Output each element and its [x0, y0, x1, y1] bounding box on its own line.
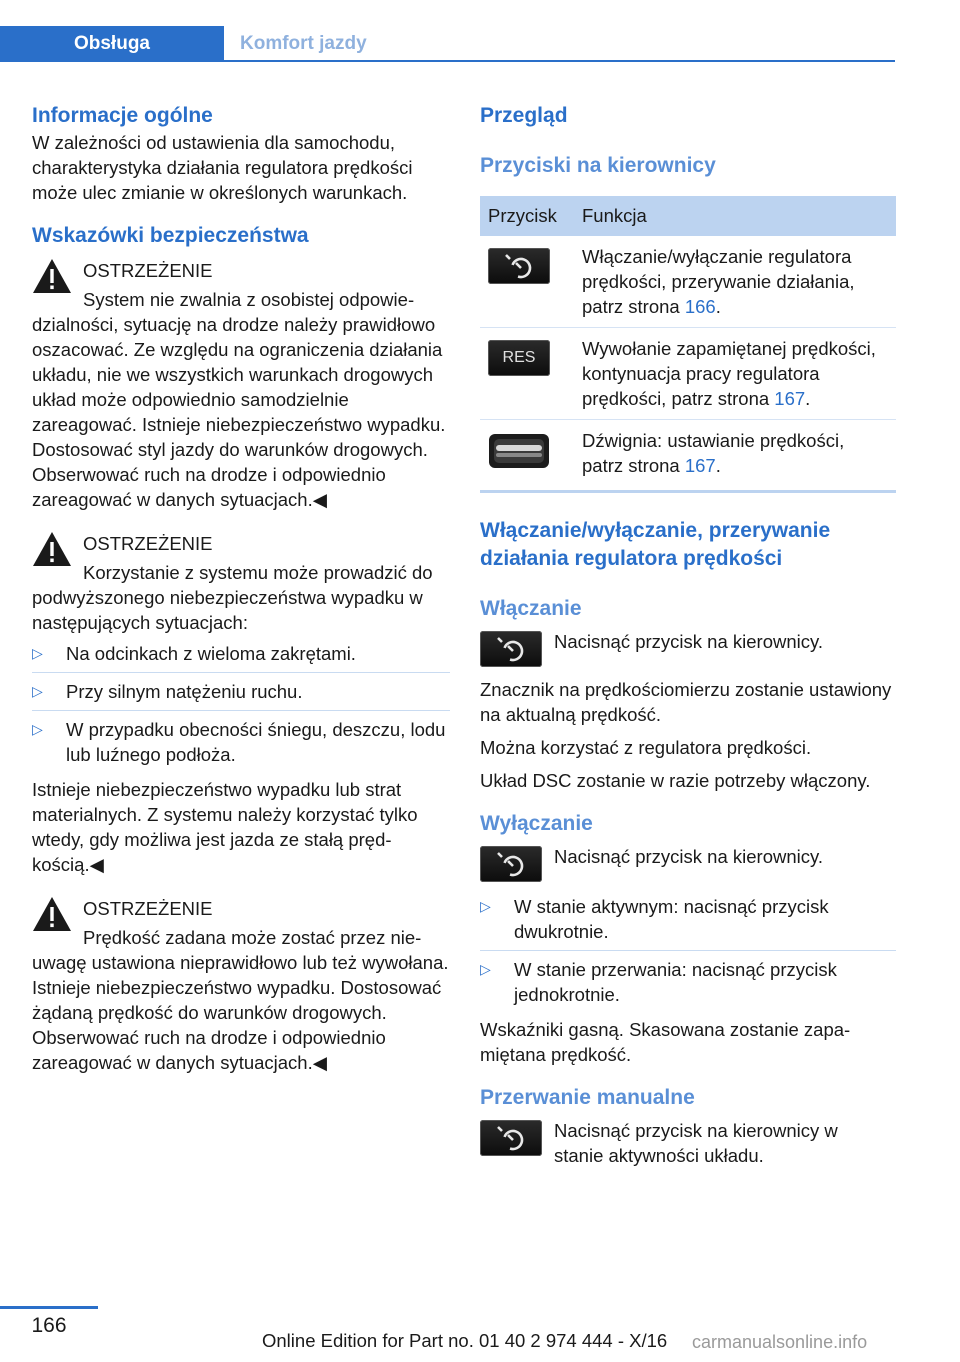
cruise-control-button-icon [480, 1120, 542, 1156]
steering-buttons-heading: Przyciski na kierownicy [480, 154, 716, 177]
buttons-table [480, 196, 896, 493]
switch-off-text: Wskaźniki gasną. Skasowana zostanie zapamiętana prędkość. [480, 1019, 851, 1065]
safety-heading: Wskazówki bezpieczeństwa [32, 224, 309, 247]
switch-on-text-2: Można korzystać z regulatora prędkości. [480, 737, 812, 758]
switch-on-text-3: Układ DSC zostanie w razie potrzeby włączony. [480, 770, 871, 791]
switch-on-text-1: Znacznik na prędkościomierzu zostanie ustawiony na aktualną prędkość. [480, 679, 892, 725]
left-column [32, 102, 450, 1075]
triangle-bullet-icon: ▷ [480, 898, 491, 914]
warning-title: OSTRZEŻENIE [83, 533, 213, 554]
warning-triangle-icon [32, 531, 72, 567]
cruise-control-button-icon [488, 248, 550, 284]
cruise-control-button-icon [480, 631, 542, 667]
switch-on-heading: Włączanie [480, 597, 582, 620]
list-item: ▷ W przypadku obecności śniegu, deszczu, lodu lub luźnego podłoża. [32, 719, 446, 765]
warning-block-3 [32, 896, 450, 921]
column-header-button: Przycisk [480, 196, 574, 236]
list-item: ▷ W stanie przerwania: nacisnąć przycisk jednokrotnie. [480, 959, 837, 1005]
page-number: 166 [31, 1314, 67, 1337]
page-link[interactable]: 166 [684, 296, 716, 317]
page-link[interactable]: 167 [684, 455, 716, 476]
switch-off-instruction: Nacisnąć przycisk na kierownicy. [480, 844, 896, 884]
list-item: ▷ Przy silnym natężeniu ruchu. [32, 673, 450, 711]
warning-2-list [32, 641, 450, 771]
warning-2-after-text: Istnieje niebezpieczeństwo wypadku lub strat materialnych. Z systemu należy korzystać tylko wtedy, gdy możliwa jest jazda ze stałą prędkością.◀ [32, 779, 418, 875]
list-item: ▷ Na odcinkach z wieloma zakrętami. [32, 641, 450, 673]
cruise-control-button-icon [480, 846, 542, 882]
triangle-bullet-icon: ▷ [32, 683, 43, 699]
rocker-lever-icon [488, 432, 550, 470]
warning-title: OSTRZEŻENIE [83, 260, 213, 281]
edition-text: Online Edition for Part no. 01 40 2 974 444 - X/16 [262, 1330, 668, 1351]
warning-triangle-icon [32, 896, 72, 932]
overview-heading: Przegląd [480, 104, 568, 127]
switch-off-list [480, 894, 896, 1011]
on-off-heading: Włączanie/wyłączanie, przerywanie działania regulatora prędkości [480, 519, 831, 570]
warning-text-1: System nie zwalnia z osobistej odpowiedzialności, sytuację na drodze należy prawidłowo oszacować. Ze względu na ograniczenia działania układu, nie we wszystkich warunkach drogowych układ może odpowiednio samodzielnie zareagować. Istnieje niebezpieczeństwo wypadku. Dostosować styl jazdy do warunków drogowych. Obserwować ruch na drodze i odpowiednio zareagować w danych sytuacjach.◀ [32, 289, 446, 510]
warning-triangle-icon [32, 258, 72, 294]
table-row: RES Wywołanie zapamiętanej prędkości, kontynuacja pracy regulatora prędkości, patrz strona 167. [480, 328, 896, 420]
warning-block-1 [32, 258, 450, 283]
triangle-bullet-icon: ▷ [32, 645, 43, 661]
column-header-function: Funkcja [574, 196, 896, 236]
watermark: carmanualsonline.info [692, 1332, 868, 1352]
switch-off-heading: Wyłączanie [480, 812, 593, 835]
manual-interrupt-instruction: Nacisnąć przycisk na kierownicy w stanie aktywności układu. [480, 1118, 896, 1168]
manual-interrupt-heading: Przerwanie manualne [480, 1086, 695, 1109]
warning-text-2: Korzystanie z systemu może prowadzić do podwyższonego niebezpieczeństwa wypadku w następujących sytuacjach: [32, 562, 433, 633]
table-row: Dźwignia: ustawianie prędkości, patrz strona 167. [480, 420, 896, 492]
header-divider [0, 60, 895, 62]
right-column [480, 102, 896, 1168]
page-link[interactable]: 167 [774, 388, 806, 409]
table-row: Włączanie/wyłączanie regulatora prędkości, przerywanie działania, patrz strona 166. [480, 236, 896, 328]
tab-komfort-jazdy[interactable]: Komfort jazdy [240, 33, 367, 54]
triangle-bullet-icon: ▷ [480, 961, 491, 977]
warning-text-3: Prędkość zadana może zostać przez nieuwagę ustawiona nieprawidłowo lub też wywołana. Istnieje niebezpieczeństwo wypadku. Dostosować żądaną prędkość do warunków drogowych. Obserwować ruch na drodze i odpowiednio zareagować w danych sytuacjach.◀ [32, 927, 449, 1073]
table-header-row [480, 196, 896, 236]
warning-block-2 [32, 531, 450, 556]
switch-on-instruction: Nacisnąć przycisk na kierownicy. [480, 629, 896, 669]
triangle-bullet-icon: ▷ [32, 721, 43, 737]
res-button-icon: RES [488, 340, 550, 376]
warning-title: OSTRZEŻENIE [83, 898, 213, 919]
list-item: ▷ W stanie aktywnym: nacisnąć przycisk dwukrotnie. [480, 894, 896, 951]
tab-obsluga[interactable]: Obsługa [0, 26, 224, 62]
footer-divider [0, 1306, 98, 1309]
general-info-heading: Informacje ogólne [32, 104, 213, 127]
general-info-text: W zależności od ustawienia dla samochodu, charakterystyka działania regulatora prędkości może ulec zmianie w określonych warunkach. [32, 132, 413, 203]
